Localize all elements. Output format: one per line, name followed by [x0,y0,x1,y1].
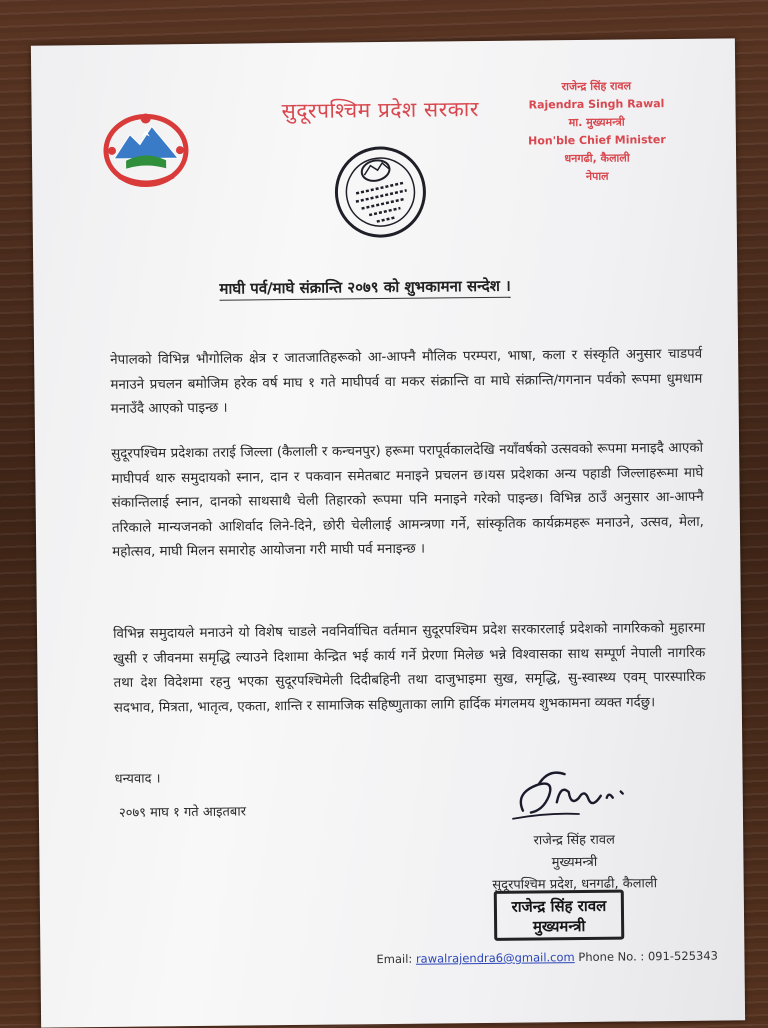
phone-label: Phone No. : [578,949,645,965]
phone-number: 091-525343 [647,948,718,964]
closing-thanks: धन्यवाद । [114,771,161,787]
cm-location-nepali: धनगढी, कैलाली [564,151,630,166]
handwritten-signature [508,761,639,824]
email-link[interactable]: rawalrajendra6@gmail.com [415,950,575,966]
letter-subject: माघी पर्व/माघे संक्रान्ति २०७९ को शुभकामना सन्देश । [219,276,511,301]
signer-office: सुदूरपश्चिम प्रदेश, धनगढी, कैलाली [492,876,658,893]
nepal-emblem-icon [100,110,193,191]
name-stamp [494,890,625,941]
office-seal-stamp [330,142,431,243]
signature-block [459,829,690,897]
cm-title-english: Hon'ble Chief Minister [528,133,666,148]
signer-title: मुख्यमन्त्री [551,854,598,871]
stamp-title: मुख्यमन्त्री [532,916,586,936]
cm-name-nepali: राजेन्द्र सिंह रावल [561,79,632,94]
email-label: Email: [376,951,413,967]
government-title: सुदूरपश्चिम प्रदेश सरकार [281,97,479,124]
body-paragraph-3: विभिन्न समुदायले मनाउने यो विशेष चाडले नवनिर्वाचित वर्तमान सुदूरपश्चिम प्रदेश सरकारलाई प्रदेशको नागरिकको मुहारमा खुसी र जीवनमा समृद्धि ल्याउने दिशामा केन्द्रित भई कार्य गर्ने प्रेरणा मिलेछ भन्ने विश्वासका साथ सम्पूर्ण नेपाली नागरिक तथा देश विदेशमा रहनु भएका सुदूरपश्चिमेली दिदीबहिनी तथा दाजुभाइमा सुख, समृद्धि, सु-स्वास्थ्य एवम् पारस्पारिक सदभाव, मित्रता, भातृत्व, एकता, शान्ति र सामाजिक सहिष्णुताका लागि हार्दिक मंगलमय शुभकामना व्यक्त गर्दछु। [112,620,706,716]
stamp-name: राजेन्द्र सिंह रावल [511,896,607,916]
cm-name-english: Rajendra Singh Rawal [528,97,665,112]
body-paragraph-1: नेपालको विभिन्न भौगोलिक क्षेत्र र जातजातिहरूको आ-आफ्नै मौलिक परम्परा, भाषा, कला र संस्कृति अनुसार चाडपर्व मनाउने प्रचलन बमोजिम हरेक वर्ष माघ १ गते माघीपर्व वा मकर संक्रान्ति वा माघे संक्रान्ति/गगनान पर्वको रूपमा धुमधाम मनाउँदै आएको पाइन्छ । [110,346,703,417]
chief-minister-header [501,77,692,187]
cm-title-nepali: मा. मुख्यमन्त्री [568,115,625,130]
letter-date: २०७९ माघ १ गते आइतबार [118,804,247,821]
body-paragraph-2: सुदूरपश्चिम प्रदेशका तराई जिल्ला (कैलाली र कन्चनपुर) हरूमा परापूर्वकालदेखि नयाँवर्षको उत्सवको रूपमा मनाइदै आएको माघीपर्व थारु समुदायको स्नान, दान र पकवान समेतबाट मनाइने प्रचलन छ।यस प्रदेशका अन्य पहाडी जिल्लाहरूमा माघे संकान्तिलाई स्नान, दानको साथसाथै चेली तिहारको रूपमा पनि मनाइने गरेको पाइन्छ। विभिन्न ठाउँ अनुसार आ-आफ्नै तरिकाले मान्यजनको आशिर्वाद लिने-दिने, छोरी चेलीलाई आमन्त्रणा गर्ने, सांस्कृतिक कार्यक्रमहरू मनाउने, उत्सव, मेला, महोत्सव, माघी मिलन समारोह आयोजना गरी माघी पर्व मनाइन्छ । [111,440,704,560]
signer-name: राजेन्द्र सिंह रावल [533,832,615,849]
cm-country-nepali: नेपाल [585,169,609,183]
contact-footer [376,949,718,967]
letter-paper [31,38,745,1027]
